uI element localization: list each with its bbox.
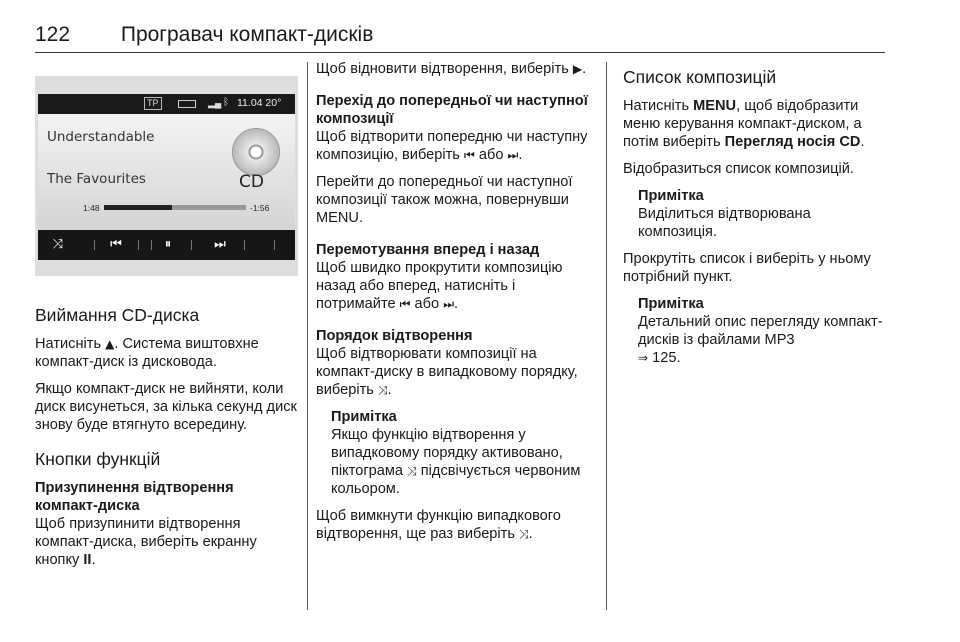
column-divider-2	[606, 62, 607, 610]
text: Детальний опис перегляду компакт-дисків із файлами MP3	[638, 314, 883, 348]
text: .	[358, 210, 364, 226]
remaining-time: -1:56	[250, 203, 270, 213]
track-list-heading: Список композицій	[623, 67, 777, 87]
clock-temperature: 11.04 20°	[237, 97, 282, 109]
control-separator	[151, 240, 152, 250]
order-subheading: Порядок відтворення	[316, 328, 473, 344]
elapsed-time: 1:48	[83, 203, 100, 213]
menu-label: MENU	[316, 210, 359, 226]
eject-paragraph-1	[35, 335, 299, 371]
prev-next-paragraph	[316, 128, 596, 164]
page-reference[interactable]: 125.	[652, 350, 681, 366]
text: Щоб призупинити відтворення компакт-диска, виберіть екранну кнопку	[35, 516, 257, 568]
signal-icon: ▂▄	[208, 98, 222, 108]
track-list-paragraph-3: Прокрутіть список і виберіть у ньому потрібний пункт.	[623, 251, 871, 285]
text: Щоб вимкнути функцію випадкового відтворення, ще раз виберіть	[316, 508, 561, 542]
pause-paragraph	[35, 515, 299, 569]
text: Перейти до попередньої чи наступної композиції також можна, повернувши	[316, 174, 573, 208]
album-title: The Favourites	[47, 171, 146, 187]
text: .	[91, 552, 96, 568]
progress-fill	[104, 205, 172, 210]
text: підсвічується червоним кольором.	[331, 463, 581, 497]
order-paragraph	[316, 345, 596, 399]
note-title: Примітка	[638, 188, 704, 204]
now-playing-area	[38, 114, 295, 230]
text: Щоб відновити відтворення, виберіть	[316, 61, 569, 77]
pause-icon[interactable]: ⏸	[164, 237, 172, 252]
text: .	[454, 296, 459, 312]
play-icon: ▶	[572, 62, 583, 76]
shuffle-note	[316, 408, 596, 498]
track-list-paragraph-2: Відобразиться список композицій.	[623, 161, 854, 177]
track-title: Understandable	[47, 129, 155, 145]
note-text	[638, 313, 893, 367]
ff-paragraph	[316, 259, 596, 313]
playback-controls	[38, 230, 295, 260]
eject-icon: ▲	[105, 337, 115, 351]
pause-subheading: Призупинення відтворення компакт-диска	[35, 480, 234, 514]
note-2	[623, 295, 893, 367]
column-3	[623, 60, 893, 376]
page-reference-icon: ⇒	[638, 351, 649, 365]
status-bar	[38, 94, 295, 114]
previous-icon: ⏮	[463, 148, 475, 162]
source-label: CD	[239, 172, 264, 192]
text: Щоб відтворювати композиції на компакт-диску в випадковому порядку, виберіть	[316, 346, 578, 398]
menu-label: MENU	[693, 98, 737, 114]
track-list-paragraph-1	[623, 97, 893, 151]
text: , щоб відобразити меню керування компакт-диском, а потім виберіть	[623, 98, 862, 150]
previous-track-icon[interactable]: ⏮	[110, 237, 122, 252]
page-title: Програвач компакт-дисків	[120, 23, 374, 46]
text: Натисніть	[623, 98, 690, 114]
text: .	[860, 134, 865, 150]
shuffle-icon: ⤨	[407, 464, 417, 478]
text: Якщо функцію відтворення у випадковому порядку активовано, піктограма	[331, 427, 563, 479]
text: або	[414, 296, 440, 312]
control-separator	[138, 240, 139, 250]
control-separator	[191, 240, 192, 250]
control-separator	[274, 240, 275, 250]
control-separator	[94, 240, 95, 250]
shuffle-icon: ⤨	[519, 527, 529, 541]
note-1	[623, 187, 893, 241]
tp-badge: TP	[144, 97, 162, 110]
note-text: Виділиться відтворювана композиція.	[638, 206, 811, 240]
eject-heading: Виймання CD-диска	[35, 305, 200, 325]
eject-paragraph-2: Якщо компакт-диск не вийняти, коли диск висунеться, за кілька секунд диск знову буде втягнуто всередину.	[35, 381, 297, 433]
next-track-icon[interactable]: ⏭	[214, 237, 226, 252]
shuffle-off-paragraph	[316, 507, 596, 543]
text: Щоб швидко прокрутити композицію назад або вперед, натисніть і потримайте	[316, 260, 563, 312]
column-divider-1	[307, 62, 308, 610]
shuffle-icon: ⤨	[377, 383, 388, 397]
buttons-heading: Кнопки функцій	[35, 449, 161, 469]
cd-player-screen-figure	[35, 76, 298, 276]
text: .	[387, 382, 392, 398]
pause-symbol: II	[83, 552, 92, 568]
previous-icon: ⏮	[399, 297, 411, 311]
control-separator	[244, 240, 245, 250]
browse-cd-label: Перегляд носія CD	[724, 134, 861, 150]
next-icon: ⏭	[507, 148, 519, 162]
text: Щоб відтворити попередню чи наступну композицію, виберіть	[316, 129, 588, 163]
display-screen	[38, 94, 295, 260]
shuffle-icon[interactable]: ⤨	[52, 237, 64, 252]
prev-next-subheading: Перехід до попередньої чи наступної композиції	[316, 93, 588, 127]
ff-subheading: Перемотування вперед і назад	[316, 242, 540, 258]
menu-paragraph	[316, 173, 596, 227]
text: .	[518, 147, 523, 163]
column-2	[316, 60, 596, 552]
cd-disc-icon	[232, 128, 280, 176]
text: .	[582, 61, 587, 77]
next-icon: ⏭	[443, 297, 454, 311]
battery-icon	[178, 100, 196, 108]
text: або	[478, 147, 504, 163]
note-title: Примітка	[331, 409, 397, 425]
bluetooth-icon: ᛒ	[223, 97, 229, 108]
page-number: 122	[35, 23, 71, 46]
progress-bar[interactable]	[104, 205, 246, 210]
text: Натисніть	[35, 336, 102, 352]
note-text	[331, 426, 596, 498]
text: . Система виштовхне компакт-диск із дисковода.	[35, 336, 259, 370]
page-header	[35, 22, 885, 53]
text: .	[528, 526, 533, 542]
note-title: Примітка	[638, 296, 704, 312]
column-1	[35, 290, 299, 578]
resume-paragraph	[316, 60, 596, 78]
